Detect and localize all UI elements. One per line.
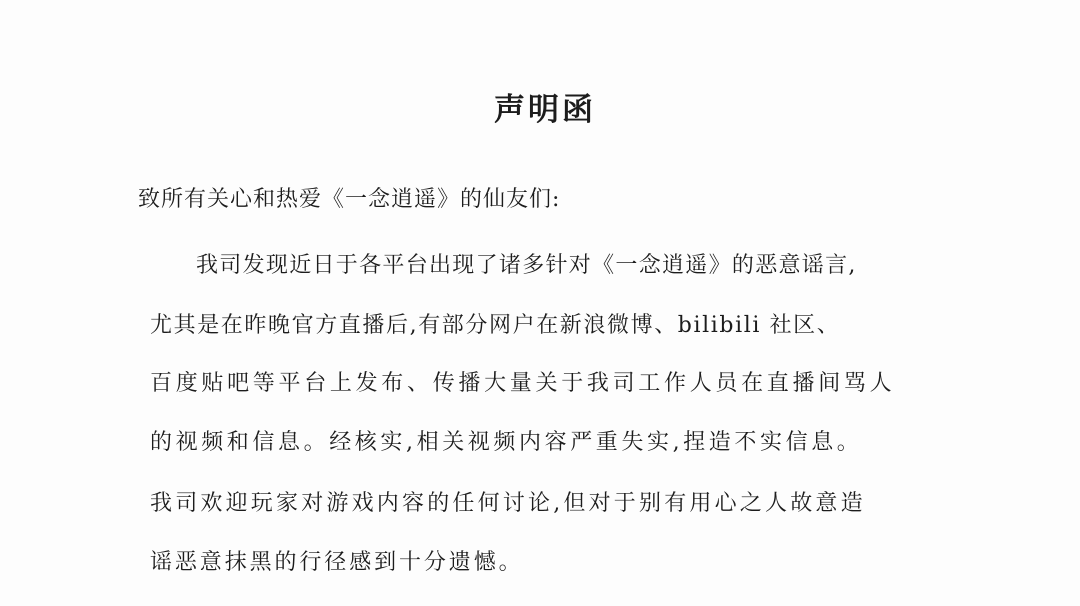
greeting-line: 致所有关心和热爱《一念逍遥》的仙友们: (138, 187, 561, 212)
body-line-6: 谣恶意抹黑的行径感到十分遗憾。 (150, 550, 524, 575)
body-line-1: 我司发现近日于各平台出现了诸多针对《一念逍遥》的恶意谣言, (196, 253, 857, 278)
body-line-3: 百度贴吧等平台上发布、传播大量关于我司工作人员在直播间骂人 (150, 371, 896, 396)
body-line-2: 尤其是在昨晚官方直播后,有部分网户在新浪微博、bilibili 社区、 (150, 313, 841, 338)
body-line-5: 我司欢迎玩家对游戏内容的任何讨论,但对于别有用心之人故意造 (150, 491, 866, 516)
body-line-4: 的视频和信息。经核实,相关视频内容严重失实,捏造不实信息。 (150, 430, 863, 455)
document-title: 声明函 (494, 92, 596, 128)
